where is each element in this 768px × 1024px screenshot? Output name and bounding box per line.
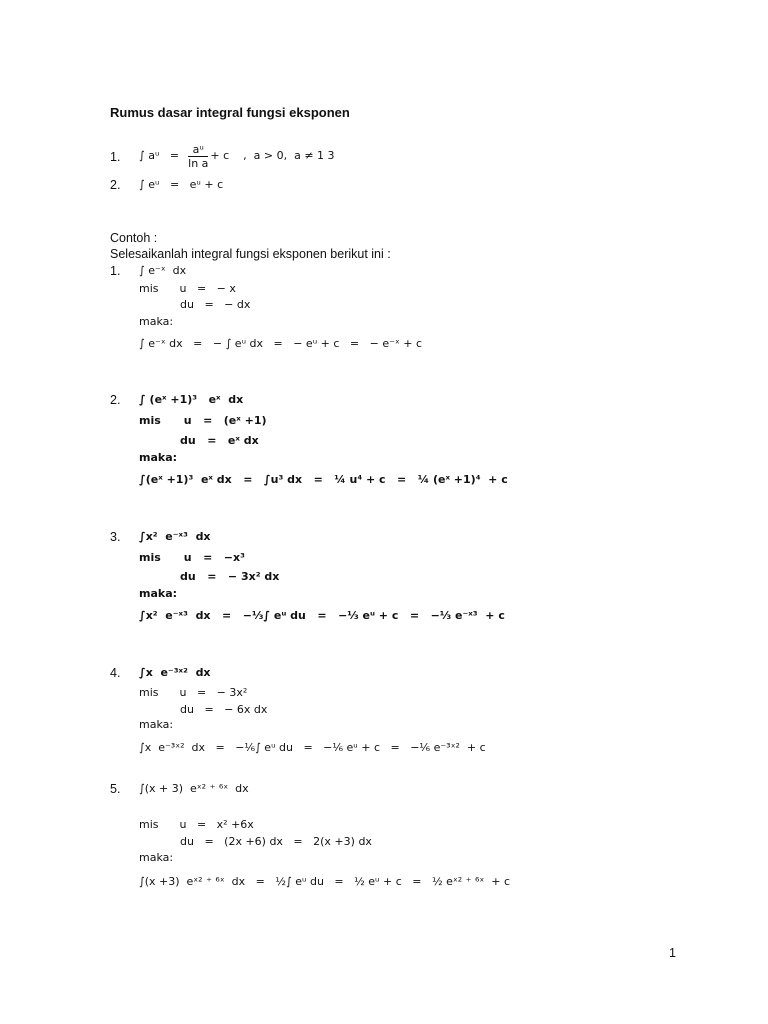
- example-result: ∫x² e⁻ˣ³ dx = −⅓∫ eᵘ du = −⅓ eᵘ + c = −⅓ e⁻ˣ³ + c: [139, 609, 505, 622]
- example-problem: ∫ e⁻ˣ dx: [139, 264, 187, 277]
- example-number: 1.: [110, 264, 121, 278]
- fraction-denominator: ln a: [188, 156, 209, 170]
- substitution-du: du = − 6x dx: [180, 703, 268, 716]
- formula-number: 1.: [110, 150, 121, 164]
- formula-rhs: + c , a > 0, a ≠ 1 3: [210, 149, 335, 162]
- substitution-du: du = (2x +6) dx = 2(x +3) dx: [180, 835, 372, 848]
- substitution-du: du = − 3x² dx: [180, 570, 280, 583]
- substitution-du: du = − dx: [180, 298, 251, 311]
- substitution-du: du = eˣ dx: [180, 434, 259, 447]
- example-number: 4.: [110, 666, 121, 680]
- document-title: Rumus dasar integral fungsi eksponen: [110, 105, 350, 120]
- example-result: ∫(x +3) eˣ² ⁺ ⁶ˣ dx = ½∫ eᵘ du = ½ eᵘ + c = ½ eˣ² ⁺ ⁶ˣ + c: [139, 875, 511, 888]
- instruction: Selesaikanlah integral fungsi eksponen berikut ini :: [110, 247, 391, 261]
- example-number: 3.: [110, 530, 121, 544]
- formula-2: ∫ eᵘ = eᵘ + c: [139, 178, 224, 191]
- fraction: [188, 143, 208, 170]
- example-problem: ∫x e⁻³ˣ² dx: [139, 666, 211, 679]
- maka-label: maka:: [139, 451, 178, 464]
- example-problem: ∫ (eˣ +1)³ eˣ dx: [139, 393, 244, 406]
- example-problem: ∫x² e⁻ˣ³ dx: [139, 530, 211, 543]
- formula-1: [139, 142, 335, 170]
- substitution-u: mis u = x² +6x: [139, 818, 254, 831]
- formula-lhs: ∫ aᵘ =: [139, 149, 180, 162]
- maka-label: maka:: [139, 851, 174, 864]
- contoh-label: Contoh :: [110, 231, 158, 245]
- substitution-u: mis u = −x³: [139, 551, 245, 564]
- example-number: 2.: [110, 393, 121, 407]
- formula-number: 2.: [110, 178, 121, 192]
- substitution-u: mis u = (eˣ +1): [139, 414, 267, 427]
- example-result: ∫ e⁻ˣ dx = − ∫ eᵘ dx = − eᵘ + c = − e⁻ˣ + c: [139, 337, 423, 350]
- example-result: ∫x e⁻³ˣ² dx = −⅙∫ eᵘ du = −⅙ eᵘ + c = −⅙ e⁻³ˣ² + c: [139, 741, 486, 754]
- maka-label: maka:: [139, 718, 174, 731]
- fraction-numerator: aᵘ: [192, 142, 204, 156]
- maka-label: maka:: [139, 587, 178, 600]
- example-result: ∫(eˣ +1)³ eˣ dx = ∫u³ dx = ¼ u⁴ + c = ¼ (eˣ +1)⁴ + c: [139, 473, 508, 486]
- page-number: 1: [669, 946, 676, 960]
- maka-label: maka:: [139, 315, 174, 328]
- example-number: 5.: [110, 782, 121, 796]
- substitution-u: mis u = − x: [139, 282, 236, 295]
- substitution-u: mis u = − 3x²: [139, 686, 248, 699]
- example-problem: ∫(x + 3) eˣ² ⁺ ⁶ˣ dx: [139, 782, 249, 795]
